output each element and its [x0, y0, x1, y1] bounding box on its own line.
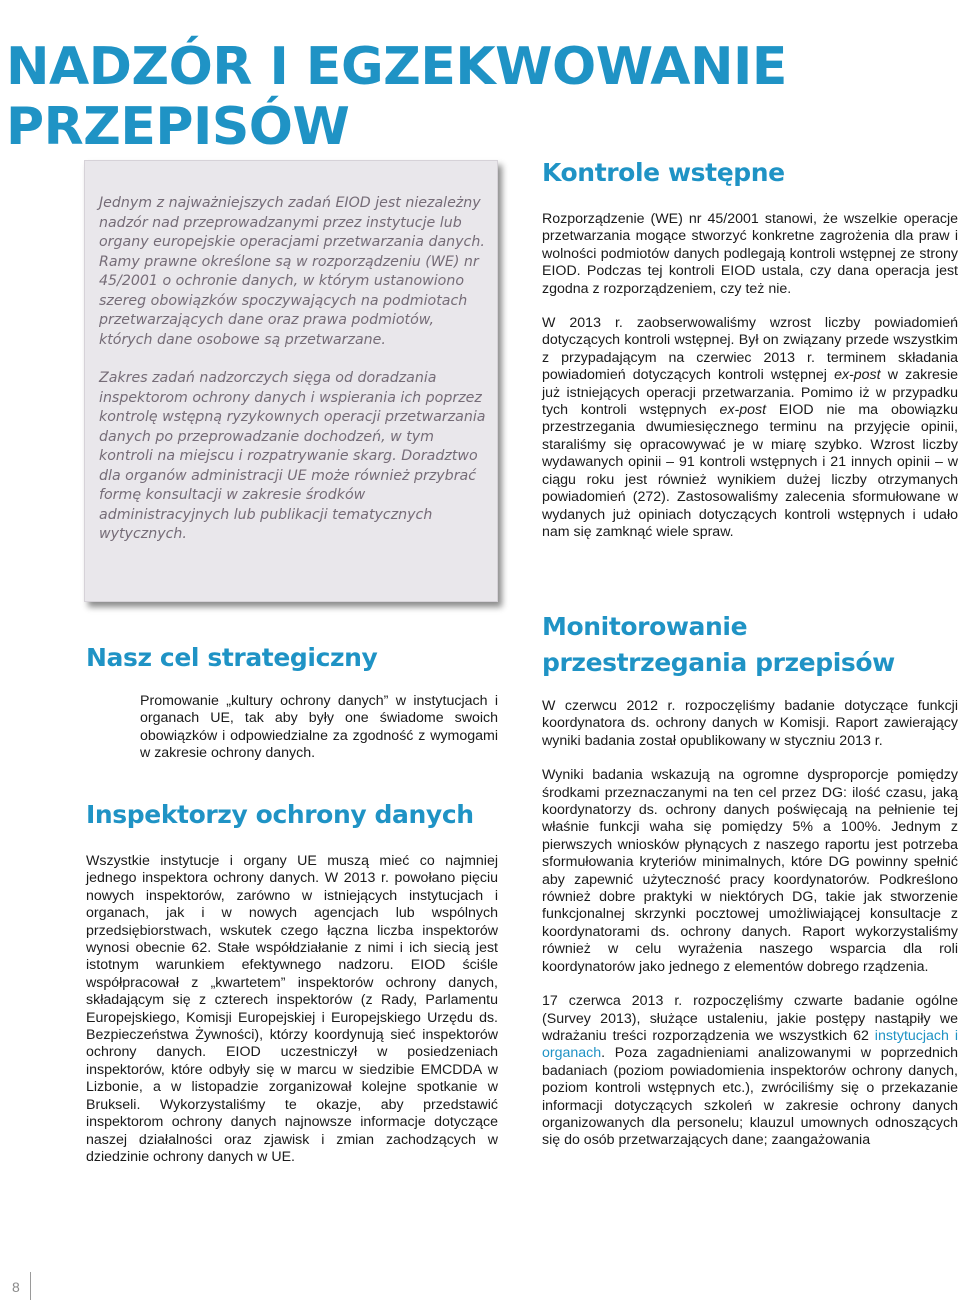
intro-paragraph-1: Jednym z najważniejszych zadań EIOD jest niezależny nadzór nad przeprowadzanymi przez instytucje lub organy europejskie operacjami przetwarzania danych. Ramy prawne określone są w rozporządzeniu (WE) nr 45/2001 o ochronie danych, w którym ustanowiono szereg obowiązków spoczywających na podmiotach przetwarzających dane oraz prawa podmiotów, których dane osobowe są przetwarzane.: [99, 195, 485, 348]
monitoring-heading-line-2: przestrzegania przepisów: [542, 648, 895, 677]
prior-checks-heading: Kontrole wstępne: [542, 158, 785, 187]
dpo-section: [86, 853, 498, 1166]
page-title: NADZÓR I EGZEKWOWANIE PRZEPISÓW: [6, 36, 787, 157]
monitoring-paragraph-1: W czerwcu 2012 r. rozpoczęliśmy badanie dotyczące funkcji koordynatora ds. ochrony danych w Komisji. Raport zawierający wyniki badania został opublikowany w styczniu 2013 r.: [542, 698, 958, 749]
ex-post-term: ex-post: [834, 367, 881, 384]
institutions-link[interactable]: instytucjach i organach: [542, 1027, 958, 1062]
monitoring-heading: [542, 609, 895, 681]
monitoring-heading-line-1: Monitorowanie: [542, 612, 748, 641]
strategic-goal-text: Promowanie „kultury ochrony danych” w instytucjach i organach UE, tak aby były one świadome swoich obowiązków i odpowiedzialne za zgodność z wymogami w zakresie ochrony danych.: [140, 693, 498, 762]
strategic-goal-section: [140, 693, 498, 763]
page-number: 8: [12, 1279, 20, 1295]
intro-box: [84, 160, 498, 602]
monitoring-paragraph-3: 17 czerwca 2013 r. rozpoczęliśmy czwarte badanie ogólne (Survey 2013), służące ustaleniu, jakie postępy nastąpiły we wdrażaniu treści rozporządzenia we wszystkich 62 instytucjach i organach. Poza zagadnieniami analizowanymi w poprzednich badaniach (poziom powiadomienia inspektorów ochrony danych, poziom kontroli wstępnych etc.), zwróciliśmy się o przekazanie informacji dotyczących szkoleń w zakresie ochrony danych organizowanych dla personelu; klauzul umownych odnoszących się do osób przetwarzających dane; zaangażowania: [542, 993, 958, 1149]
ex-post-term: ex-post: [719, 402, 767, 419]
prior-checks-paragraph-2: W 2013 r. zaobserwowaliśmy wzrost liczby powiadomień dotyczących kontroli wstępnej. Był on związany przede wszystkim z przypadającym na czerwiec 2013 r. terminem składania powiadomień dotyczących kontroli wstępnej ex-post w zakresie już istniejących operacji przetwarzania. Pomimo iż w przypadku tych kontroli wstępnych ex-post EIOD nie ma obowiązku przestrzegania dwumiesięcznego terminu na przyjęcie opinii, staraliśmy się opracowywać je w miarę szybko. Wzrost liczby wydawanych opinii – 91 kontroli wstępnych i 21 innych opinii – w ciągu roku jest również wynikiem dużej liczby otrzymanych powiadomień (272). Zastosowaliśmy zalecenia sformułowane w wydanych już opiniach dotyczących kontroli wstępnych i udało nam się zamknąć wiele spraw.: [542, 315, 958, 540]
page-number-divider: [30, 1272, 31, 1300]
dpo-text: Wszystkie instytucje i organy UE muszą mieć co najmniej jednego inspektora ochrony danych. W 2013 r. powołano pięciu nowych inspektorów, zarówno w istniejących instytucjach i organach, jak i w nowych agencjach lub wspólnych przedsiębiorstwach, wskutek czego łączna liczba inspektorów wynosi obecnie 62. Stałe współdziałanie z nimi i ich siecią jest istotnym warunkiem efektywnego nadzoru. EIOD ściśle współpracował z „kwartetem” inspektorów ochrony danych, składającym się z czterech inspektorów (z Rady, Parlamentu Europejskiego, Komisji Europejskiej i Europejskiego Urzędu ds. Bezpieczeństwa Żywności), którzy koordynują sieć inspektorów ochrony danych. EIOD uczestniczył w posiedzeniach inspektorów, które odbyły się w marcu w siedzibie EMCDDA w Lizbonie, a w listopadzie zorganizował kolejne spotkanie w Brukseli. Wykorzystaliśmy te okazje, aby przedstawić inspektorom ochrony danych najnowsze informacje dotyczące naszej działalności oraz zjawisk i zmian zachodzących w dziedzinie ochrony danych w UE.: [86, 853, 498, 1165]
intro-paragraph-2: Zakres zadań nadzorczych sięga od doradzania inspektorom ochrony danych i wspierania ich poprzez kontrolę wstępną ryzykownych operacji przetwarzania danych po przeprowadzanie dochodzeń, w tym kontroli na miejscu i rozpatrywanie skarg. Doradztwo dla organów administracji UE może również przybrać formę konsultacji w zakresie środków administracyjnych lub publikacji tematycznych wytycznych.: [99, 370, 486, 542]
prior-checks-paragraph-1: Rozporządzenie (WE) nr 45/2001 stanowi, że wszelkie operacje przetwarzania mogące stworzyć konkretne zagrożenia dla praw i wolności podmiotów danych podlegają kontroli wstępnej ze strony EIOD. Podczas tej kontroli EIOD ustala, czy dana operacja jest zgodna z rozporządzeniem, czy też nie.: [542, 211, 958, 297]
prior-checks-section: [542, 211, 958, 541]
dpo-heading: Inspektorzy ochrony danych: [86, 800, 474, 829]
monitoring-section: [542, 698, 958, 1150]
strategic-goal-heading: Nasz cel strategiczny: [86, 643, 378, 672]
monitoring-paragraph-2: Wyniki badania wskazują na ogromne dysproporcje pomiędzy środkami przeznaczanymi na ten cel przez DG: ilość czasu, jaką koordynatorzy ds. ochrony danych poświęcają na pełnienie tej właśnie funkcji waha się pomiędzy 5% a 100%. Jednym z pierwszych wniosków płynących z naszego raportu jest potrzeba sformułowania kryteriów minimalnych, które DG powinny spełnić aby zapewnić użyteczność pracy koordynatorów. Podkreślono również dobre praktyki w niektórych DG, takie jak stworzenie funkcjonalnej skrzynki pocztowej umożliwiającej konsultacje z koordynatorami ds. ochrony danych. Raport wykorzystaliśmy również w celu wyrażenia naszego wsparcia dla roli koordynatorów jako jednego z elementów dobrego rządzenia.: [542, 767, 958, 975]
